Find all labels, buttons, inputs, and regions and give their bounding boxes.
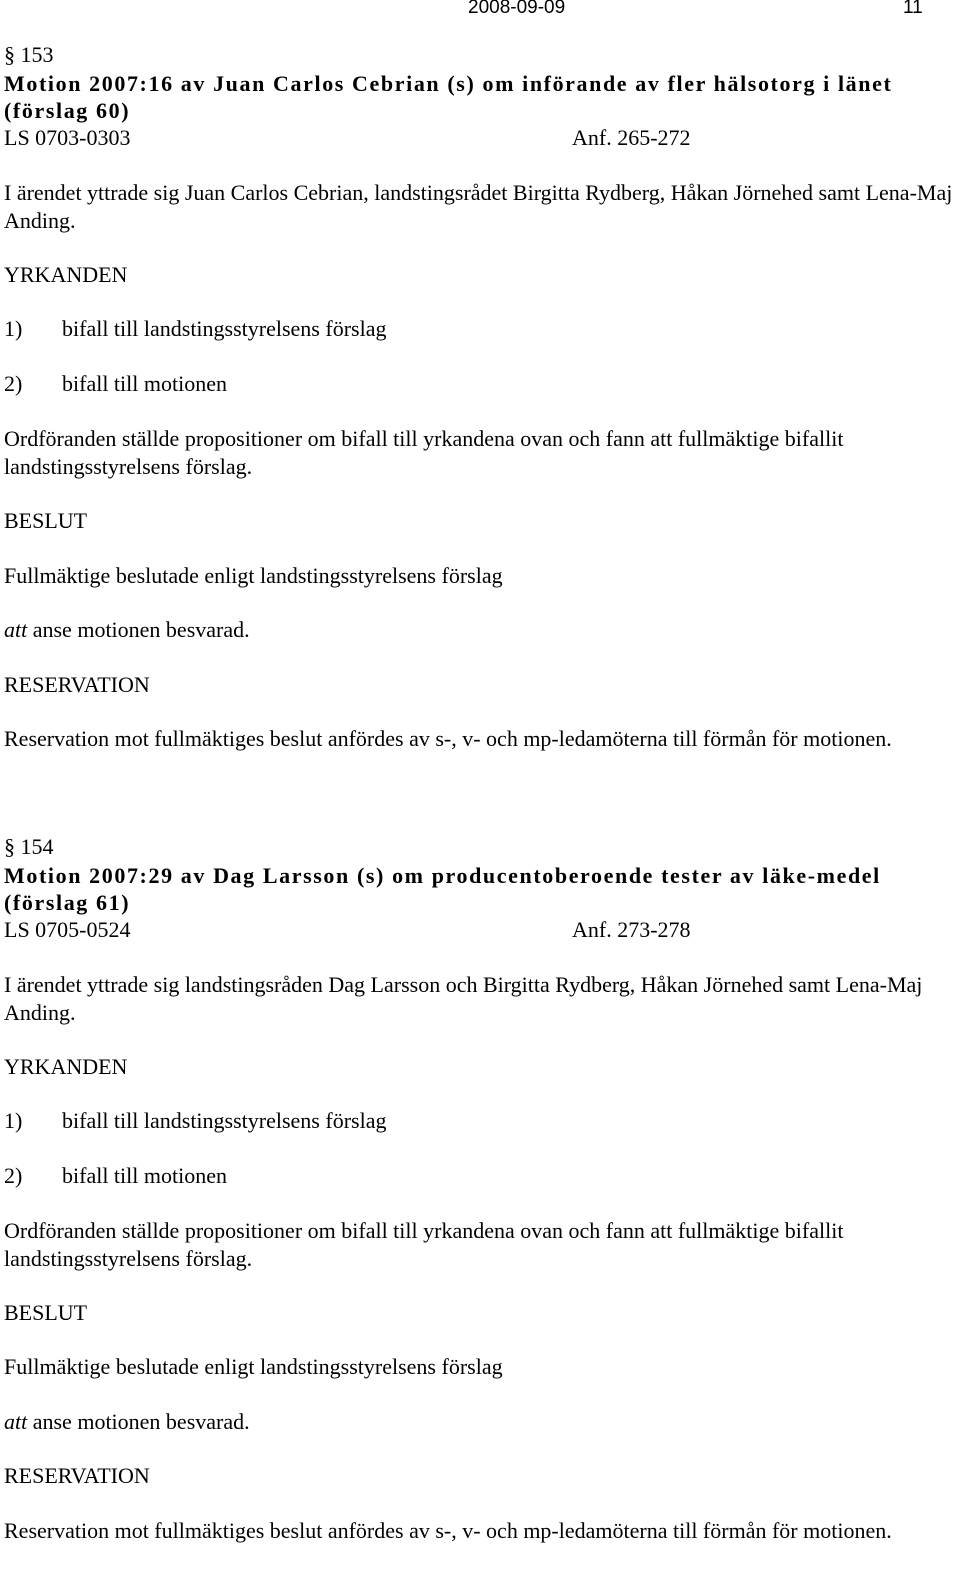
att-text: anse motionen besvarad. [27,1409,250,1434]
reservation-heading: RESERVATION [4,672,150,697]
beslut-text: Fullmäktige beslutade enligt landstingsstyrelsens förslag [4,563,503,588]
reservation-text: Reservation mot fullmäktiges beslut anfördes av s-, v- och mp-ledamöterna till förmån för motionen. [4,1518,892,1543]
yrkande-item [4,1107,386,1135]
page-number: 11 [903,0,923,18]
yrkanden-heading: YRKANDEN [4,1054,128,1079]
yrkande-number: 1) [4,1108,23,1133]
section-number: § 153 [4,42,54,67]
page-header [0,0,960,22]
beslut-heading: BESLUT [4,508,88,533]
yrkande-text: bifall till landstingsstyrelsens förslag [62,316,387,341]
section-title: Motion 2007:29 av Dag Larsson (s) om producentoberoende tester av läke-medel (förslag 61) [4,863,881,915]
proposition-paragraph: Ordföranden ställde propositioner om bifall till yrkandena ovan och fann att fullmäktige bifallit landstingsstyrelsens förslag. [4,1218,844,1271]
reservation-heading: RESERVATION [4,1463,150,1488]
header-date: 2008-09-09 [468,0,566,18]
yrkande-item [4,315,386,343]
yrkande-text: bifall till motionen [62,371,227,396]
case-number: LS 0705-0524 [4,917,131,942]
beslut-text: Fullmäktige beslutade enligt landstingsstyrelsens förslag [4,1354,503,1379]
reservation-text: Reservation mot fullmäktiges beslut anfördes av s-, v- och mp-ledamöterna till förmån för motionen. [4,726,892,751]
case-number: LS 0703-0303 [4,125,131,150]
yrkande-number: 1) [4,316,23,341]
yrkande-text: bifall till landstingsstyrelsens förslag [62,1108,387,1133]
yrkande-item [4,1162,227,1190]
yrkande-number: 2) [4,371,23,396]
att-word: att [4,617,28,642]
intro-paragraph: I ärendet yttrade sig Juan Carlos Cebrian, landstingsrådet Birgitta Rydberg, Håkan Jörnehed samt Lena-Maj Anding. [4,180,953,233]
att-text: anse motionen besvarad. [27,617,250,642]
yrkande-text: bifall till motionen [62,1163,227,1188]
anforande-range: Anf. 273-278 [572,917,691,942]
case-reference [4,916,954,944]
yrkande-item [4,370,227,398]
intro-paragraph: I ärendet yttrade sig landstingsråden Dag Larsson och Birgitta Rydberg, Håkan Jörnehed samt Lena-Maj Anding. [4,972,923,1025]
section-number: § 154 [4,834,54,859]
case-reference [4,124,954,152]
anforande-range: Anf. 265-272 [572,125,691,150]
att-clause [4,616,956,644]
att-word: att [4,1409,28,1434]
yrkande-number: 2) [4,1163,23,1188]
att-clause [4,1408,956,1436]
proposition-paragraph: Ordföranden ställde propositioner om bifall till yrkandena ovan och fann att fullmäktige bifallit landstingsstyrelsens förslag. [4,426,844,479]
section-title: Motion 2007:16 av Juan Carlos Cebrian (s) om införande av fler hälsotorg i länet (förslag 60) [4,71,893,123]
yrkanden-heading: YRKANDEN [4,262,128,287]
beslut-heading: BESLUT [4,1300,88,1325]
